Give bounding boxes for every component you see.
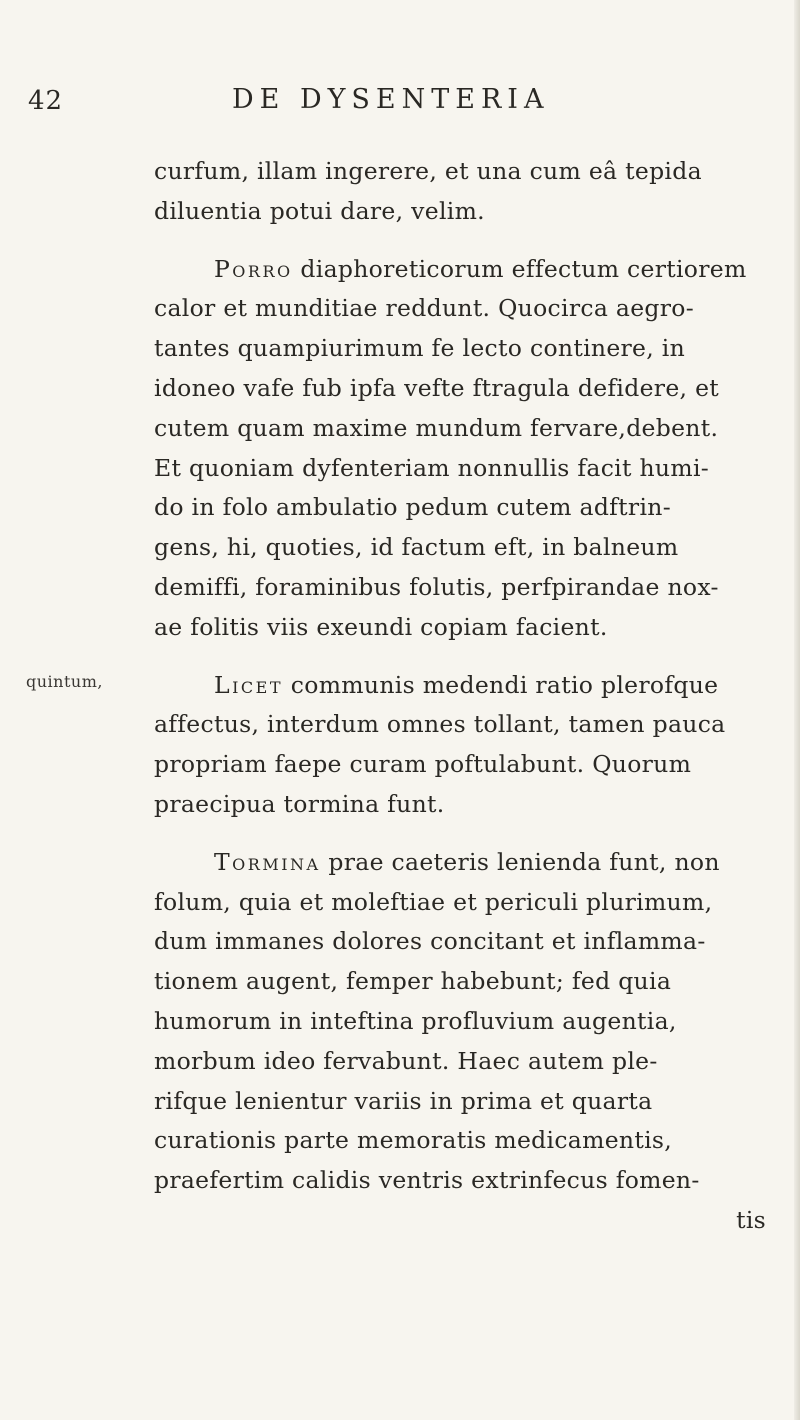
- text-line: diluentia potui dare, velim.: [154, 196, 485, 225]
- margin-note: quintum,: [26, 672, 103, 691]
- text-line-rest: prae caeteris lenienda funt, non: [320, 847, 720, 876]
- text-line: humorum in inteftina profluvium augentia,: [154, 1006, 677, 1035]
- text-line: folum, quia et moleftiae et periculi plurimum,: [154, 887, 713, 916]
- text-line-lead: [154, 250, 774, 290]
- text-line: curfum, illam ingerere, et una cum eâ tepida: [154, 157, 702, 185]
- page-header: [0, 86, 800, 126]
- text-line: ae folitis viis exeundi copiam facient.: [154, 612, 608, 641]
- text-line: morbum ideo fervabunt. Haec autem ple-: [154, 1046, 658, 1075]
- text-line: praecipua tormina funt.: [154, 789, 445, 818]
- paragraph-lead-word: Porro: [214, 254, 293, 283]
- catchword: tis: [736, 1205, 766, 1234]
- page-number: 42: [28, 86, 64, 116]
- text-line: idoneo vafe fub ipfa vefte ftragula defidere, et: [154, 373, 720, 402]
- text-line: demiffi, foraminibus folutis, perfpirandae nox-: [154, 572, 719, 601]
- text-line: tantes quampiurimum fe lecto continere, in: [154, 334, 686, 363]
- paragraph-3: [154, 666, 774, 825]
- text-line: cutem quam maxime mundum fervare,debent.: [154, 413, 719, 442]
- text-line: do in folo ambulatio pedum cutem adftrin-: [154, 493, 671, 522]
- text-line: propriam faepe curam poftulabunt. Quorum: [154, 750, 692, 779]
- paragraph-lead-word: Tormina: [214, 847, 321, 876]
- text-line: praefertim calidis ventris extrinfecus fomen-: [154, 1166, 700, 1195]
- body-text: [154, 152, 774, 1241]
- page-edge: [794, 0, 800, 1420]
- paragraph-lead-word: Licet: [214, 670, 284, 699]
- text-line: calor et munditiae reddunt. Quocirca aegro-: [154, 294, 694, 323]
- running-title: DE DYSENTERIA: [232, 84, 550, 115]
- paragraph-1: [154, 152, 774, 232]
- text-line: affectus, interdum omnes tollant, tamen pauca: [154, 710, 726, 739]
- text-line: dum immanes dolores concitant et inflamma-: [154, 927, 706, 956]
- paragraph-2: [154, 250, 774, 648]
- text-line-lead: [154, 843, 774, 883]
- text-line: gens, hi, quoties, id factum eft, in balneum: [154, 533, 679, 562]
- paragraph-4: [154, 843, 774, 1241]
- text-line: curationis parte memoratis medicamentis,: [154, 1126, 673, 1155]
- text-line-lead: [154, 666, 774, 706]
- text-line: rifque lenientur variis in prima et quarta: [154, 1086, 653, 1115]
- text-line-rest: diaphoreticorum effectum certiorem: [292, 254, 747, 283]
- text-line-rest: communis medendi ratio plerofque: [283, 670, 719, 699]
- text-line: Et quoniam dyfenteriam nonnullis facit humi-: [154, 453, 710, 482]
- text-line: tionem augent, femper habebunt; fed quia: [154, 967, 672, 996]
